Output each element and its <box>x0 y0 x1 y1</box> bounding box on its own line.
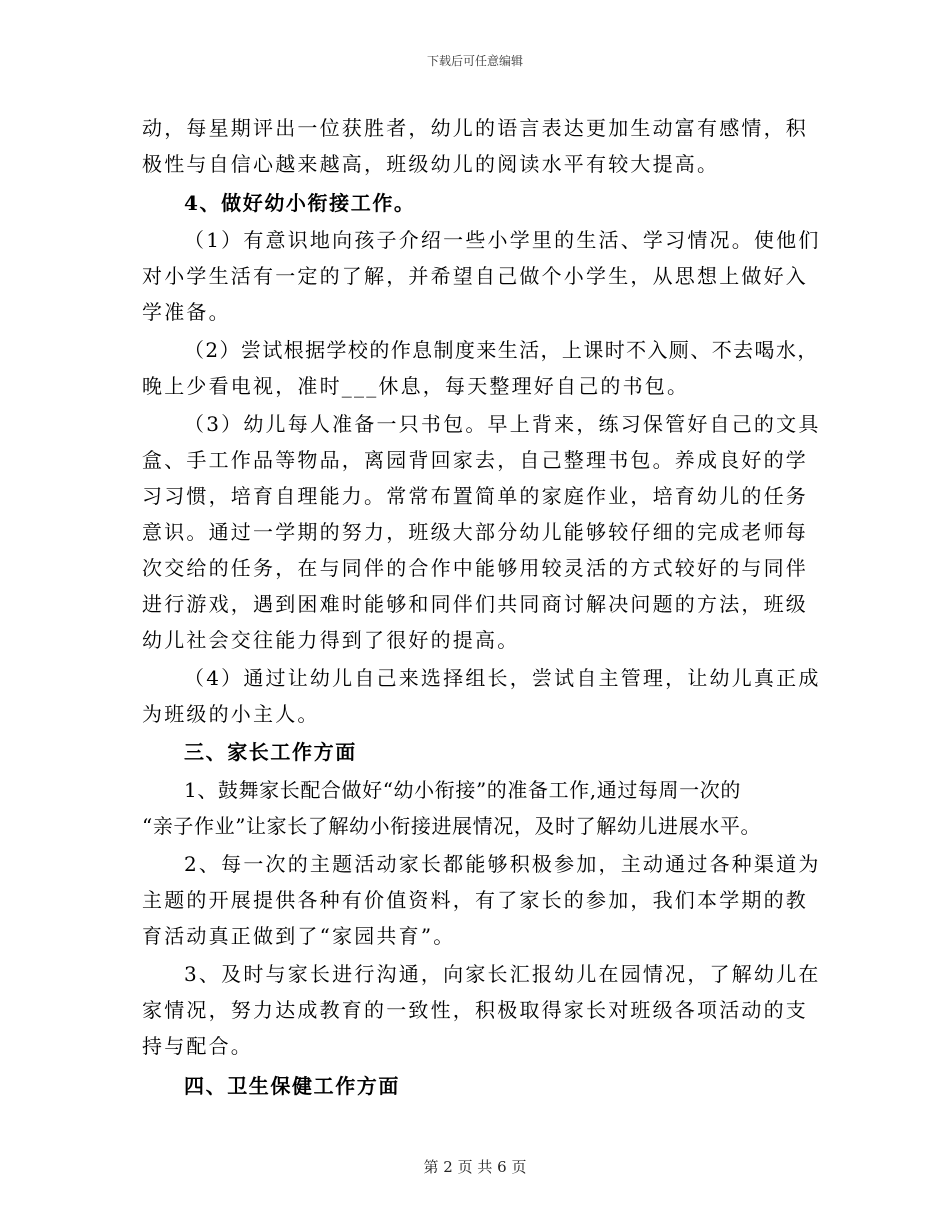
paragraph-line: 进行游戏，遇到困难时能够和同伴们共同商讨解决问题的方法，班级 <box>142 592 808 616</box>
paragraph-line: 家情况，努力达成教育的一致性，积极取得家长对班级各项活动的支 <box>142 998 808 1022</box>
paragraph-line: 1、鼓舞家长配合做好“幼小衔接”的准备工作,通过每周一次的 <box>184 778 741 802</box>
section-heading: 四、卫生保健工作方面 <box>184 1074 400 1098</box>
paragraph-line: 持与配合。 <box>142 1034 253 1058</box>
section-heading: 4、做好幼小衔接工作。 <box>184 191 416 215</box>
paragraph-line: 意识。通过一学期的努力，班级大部分幼儿能够较仔细的完成老师每 <box>142 520 808 544</box>
paragraph-line: （3）幼儿每人准备一只书包。早上背来，练习保管好自己的文具 <box>184 412 821 436</box>
paragraph-line: （4）通过让幼儿自己来选择组长，尝试自主管理，让幼儿真正成 <box>184 666 821 690</box>
paragraph-line: 学准备。 <box>142 300 231 324</box>
paragraph-line: 次交给的任务，在与同伴的合作中能够用较灵活的方式较好的与同伴 <box>142 556 808 580</box>
section-heading: 三、家长工作方面 <box>184 740 357 764</box>
page-header-note: 下载后可任意编辑 <box>426 54 523 68</box>
paragraph-line: 3、及时与家长进行沟通，向家长汇报幼儿在园情况，了解幼儿在 <box>184 962 821 986</box>
page-number: 第 2 页 共 6 页 <box>423 1158 527 1176</box>
paragraph-line: 极性与自信心越来越高，班级幼儿的阅读水平有较大提高。 <box>142 152 720 176</box>
paragraph-line: 动，每星期评出一位获胜者，幼儿的语言表达更加生动富有感情，积 <box>142 116 808 140</box>
paragraph-line: 盒、手工作品等物品，离园背回家去，自己整理书包。养成良好的学 <box>142 448 808 472</box>
paragraph-line: 2、每一次的主题活动家长都能够积极参加，主动通过各种渠道为 <box>184 852 821 876</box>
paragraph-line: 对小学生活有一定的了解，并希望自己做个小学生，从思想上做好入 <box>142 264 808 288</box>
paragraph-line: （1）有意识地向孩子介绍一些小学里的生活、学习情况。使他们 <box>184 228 821 252</box>
paragraph-line: 习习惯，培育自理能力。常常布置简单的家庭作业，培育幼儿的任务 <box>142 484 808 508</box>
paragraph-line: 为班级的小主人。 <box>142 702 320 726</box>
paragraph-line: 幼儿社会交往能力得到了很好的提高。 <box>142 628 520 652</box>
paragraph-line: 育活动真正做到了“家园共育”。 <box>142 924 456 948</box>
paragraph-line: 晚上少看电视，准时___休息，每天整理好自己的书包。 <box>142 374 690 398</box>
paragraph-line: “亲子作业”让家长了解幼小衔接进展情况，及时了解幼儿进展水平。 <box>142 814 762 838</box>
paragraph-line: 主题的开展提供各种有价值资料，有了家长的参加，我们本学期的教 <box>142 888 808 912</box>
paragraph-line: （2）尝试根据学校的作息制度来生活，上课时不入厕、不去喝水， <box>184 338 819 362</box>
